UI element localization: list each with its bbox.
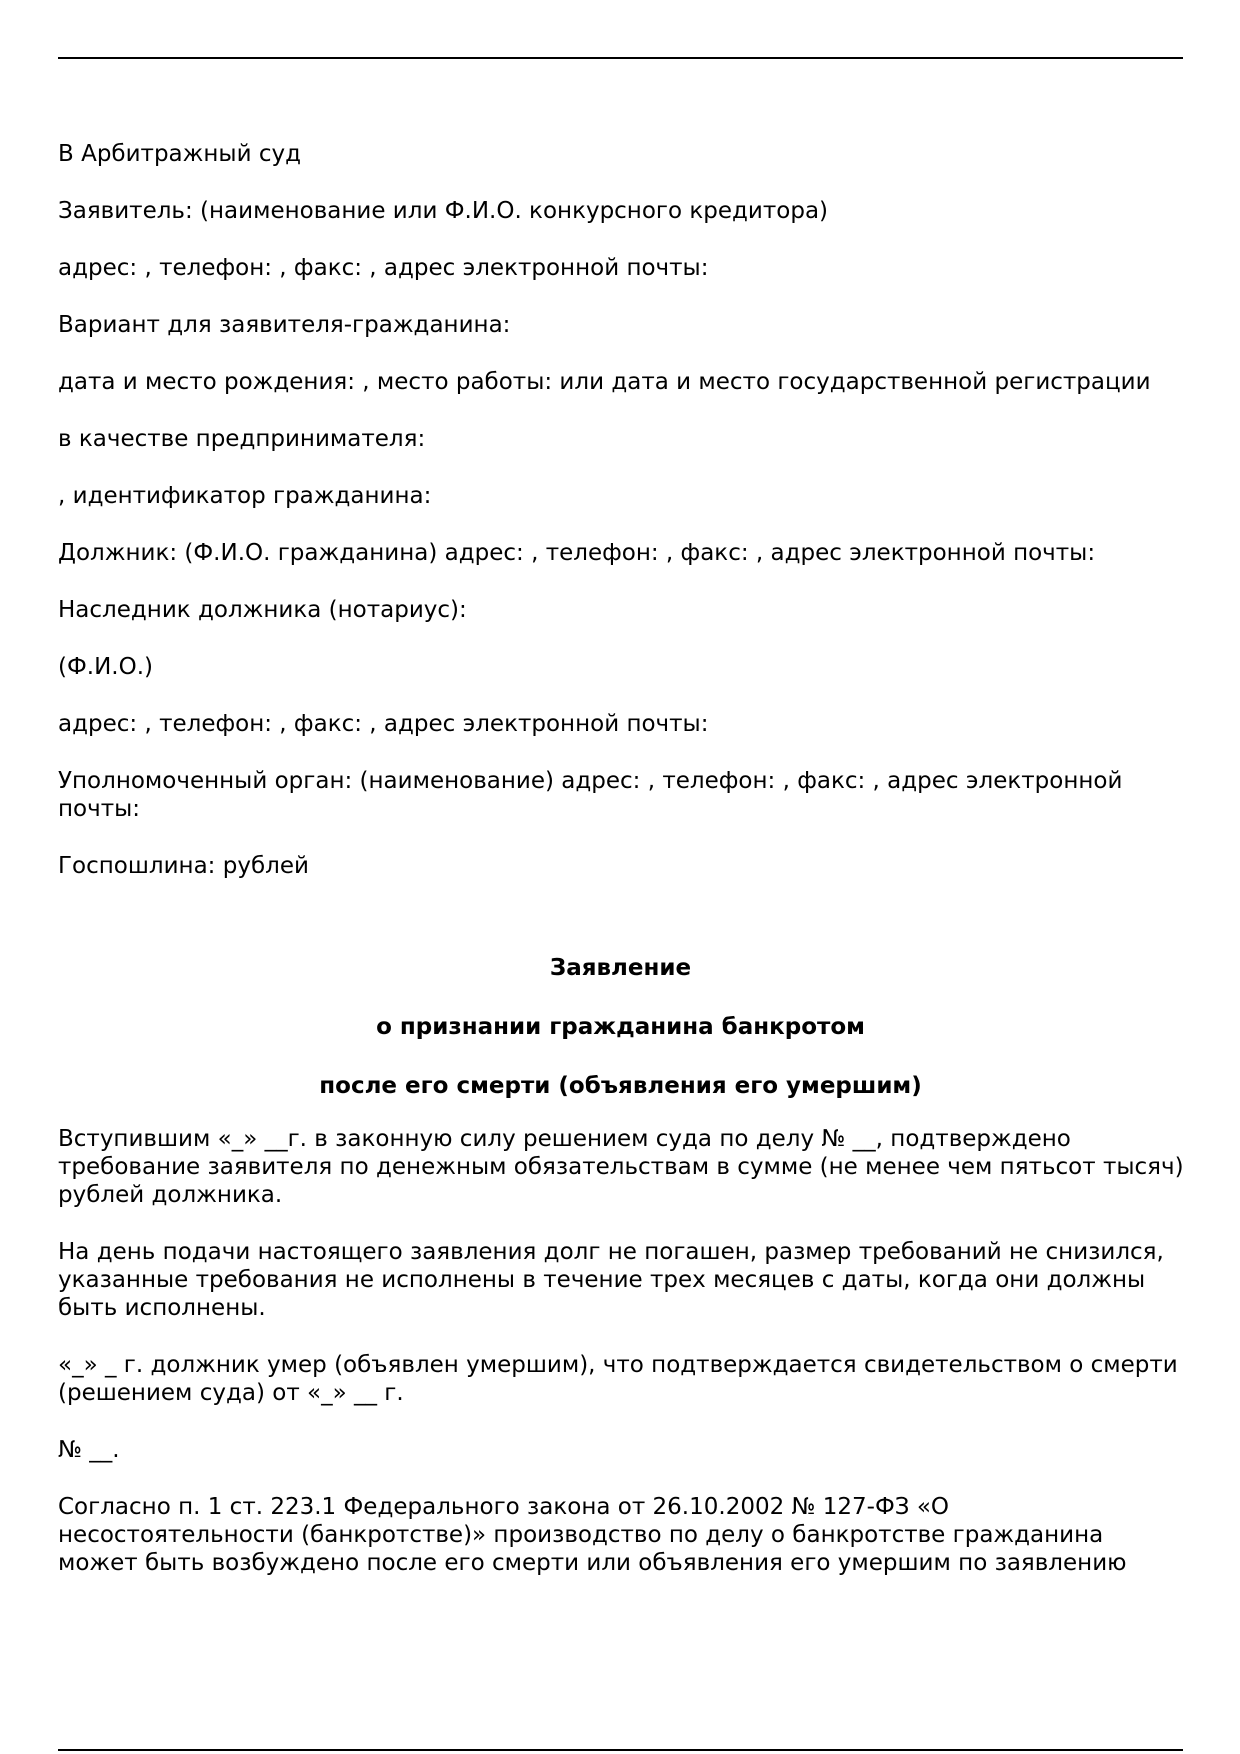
- authority-line-1: Уполномоченный орган: (наименование) адрес: , телефон: , факс: , адрес электронной: [58, 768, 1123, 794]
- paragraph-5-line-3: может быть возбуждено после его смерти или объявления его умершим по заявлению: [58, 1550, 1127, 1576]
- birth-work-line: дата и место рождения: , место работы: или дата и место государственной регистрации: [58, 369, 1151, 395]
- heir-contacts-line: адрес: , телефон: , факс: , адрес электронной почты:: [58, 711, 709, 737]
- document-subtitle-2: после его смерти (объявления его умершим): [319, 1073, 922, 1099]
- paragraph-3-line-1: «_» _ г. должник умер (объявлен умершим), что подтверждается свидетельством о смерти: [58, 1352, 1178, 1378]
- paragraph-1-line-3: рублей должника.: [58, 1182, 283, 1208]
- document-title: Заявление: [549, 955, 692, 981]
- paragraph-1-line-2: требование заявителя по денежным обязательствам в сумме (не менее чем пятьсот тысяч): [58, 1154, 1184, 1180]
- paragraph-5-line-2: несостоятельности (банкротстве)» производство по делу о банкротстве гражданина: [58, 1522, 1104, 1548]
- applicant-contacts-line: адрес: , телефон: , факс: , адрес электронной почты:: [58, 255, 709, 281]
- court-line: В Арбитражный суд: [58, 141, 301, 167]
- authority-block: [58, 767, 1183, 823]
- paragraph-1-line-1: Вступившим «_» __г. в законную силу решением суда по делу № __, подтверждено: [58, 1126, 1071, 1152]
- bottom-rule: [58, 1749, 1183, 1751]
- debtor-line: Должник: (Ф.И.О. гражданина) адрес: , телефон: , факс: , адрес электронной почты:: [58, 540, 1096, 566]
- heir-name-line: (Ф.И.О.): [58, 654, 153, 680]
- paragraph-5: [58, 1493, 1183, 1577]
- citizen-variant-line: Вариант для заявителя-гражданина:: [58, 312, 511, 338]
- fee-line: Госпошлина: рублей: [58, 853, 309, 879]
- document-subtitle-1: о признании гражданина банкротом: [376, 1014, 865, 1040]
- document-body: [58, 140, 1183, 1606]
- paragraph-1: [58, 1125, 1183, 1209]
- paragraph-5-line-1: Согласно п. 1 ст. 223.1 Федерального закона от 26.10.2002 № 127-ФЗ «О: [58, 1494, 950, 1520]
- paragraph-3-line-2: (решением суда) от «_» __ г.: [58, 1380, 404, 1406]
- authority-line-2: почты:: [58, 796, 141, 822]
- entrepreneur-line: в качестве предпринимателя:: [58, 426, 426, 452]
- paragraph-4: № __.: [58, 1437, 120, 1463]
- heir-line: Наследник должника (нотариус):: [58, 597, 467, 623]
- paragraph-2-line-2: указанные требования не исполнены в течение трех месяцев с даты, когда они должны: [58, 1267, 1146, 1293]
- paragraph-2-line-1: На день подачи настоящего заявления долг не погашен, размер требований не снизился,: [58, 1239, 1164, 1265]
- applicant-line: Заявитель: (наименование или Ф.И.О. конкурсного кредитора): [58, 198, 829, 224]
- paragraph-2-line-3: быть исполнены.: [58, 1295, 266, 1321]
- paragraph-3: [58, 1351, 1183, 1407]
- paragraph-2: [58, 1238, 1183, 1322]
- citizen-id-line: , идентификатор гражданина:: [58, 483, 432, 509]
- top-rule: [58, 57, 1183, 59]
